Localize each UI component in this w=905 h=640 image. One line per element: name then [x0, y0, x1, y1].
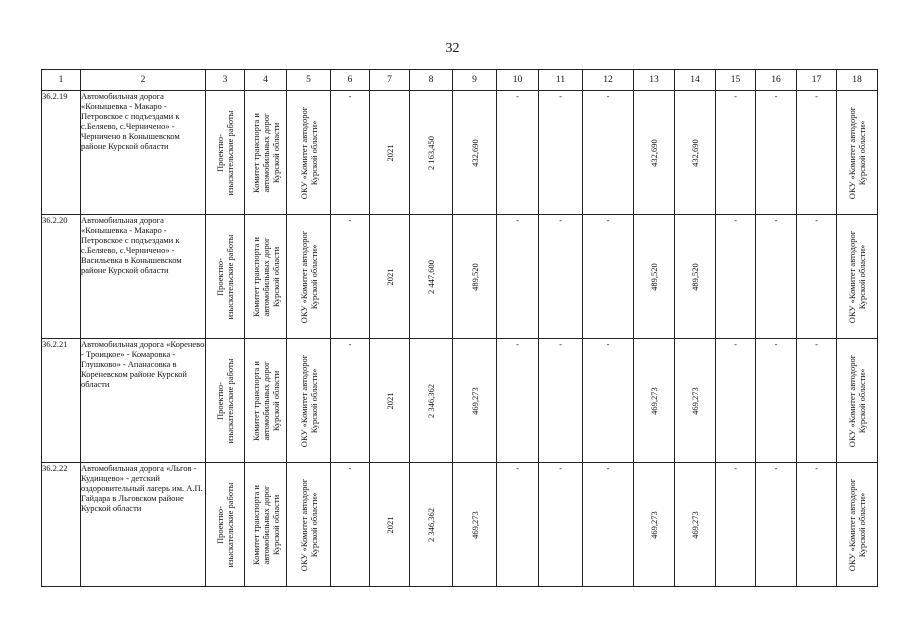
- cell-c14: [675, 91, 716, 215]
- cell-c12: -: [583, 463, 634, 587]
- cell-c17: -: [797, 215, 837, 339]
- cell-c13: [634, 215, 675, 339]
- cell-text: Проектно-изыскательские работы: [215, 110, 235, 195]
- cell-text: ОКУ «Комитет автодорог Курской области»: [847, 354, 867, 447]
- cell-c11: -: [539, 463, 583, 587]
- cell-c18: [837, 91, 878, 215]
- cell-text: 489,520: [649, 262, 659, 291]
- cell-text: 469,273: [649, 510, 659, 539]
- cell-text: Комитет транспорта и автомобильных дорог Курской области: [250, 112, 281, 193]
- cell-c10: -: [497, 339, 539, 463]
- cell-c15: -: [716, 91, 756, 215]
- cell-c11: -: [539, 91, 583, 215]
- cell-c11: -: [539, 215, 583, 339]
- cell-executor: [287, 215, 331, 339]
- cell-c12: -: [583, 339, 634, 463]
- cell-c16: -: [756, 463, 797, 587]
- cell-text: ОКУ «Комитет автодорог Курской области»: [298, 106, 319, 199]
- cell-c6: -: [331, 463, 370, 587]
- cell-c11: -: [539, 339, 583, 463]
- cell-c14: [675, 463, 716, 587]
- column-header: 8: [410, 70, 453, 91]
- cell-text: 489,520: [469, 262, 480, 291]
- cell-text: 2 447,600: [426, 259, 436, 294]
- cell-year: [370, 215, 410, 339]
- cell-text: 469,273: [469, 386, 480, 415]
- cell-id: 36.2.21: [42, 339, 81, 463]
- cell-c13: [634, 339, 675, 463]
- cell-work-type: [206, 339, 245, 463]
- cell-work-type: [206, 215, 245, 339]
- cell-c6: -: [331, 215, 370, 339]
- column-header: 9: [453, 70, 497, 91]
- cell-customer: [245, 91, 287, 215]
- cell-text: 469,273: [690, 386, 700, 415]
- cell-text: 469,273: [690, 510, 700, 539]
- cell-total: [410, 339, 453, 463]
- cell-text: Комитет транспорта и автомобильных дорог Курской области: [250, 484, 281, 565]
- cell-customer: [245, 215, 287, 339]
- cell-c15: -: [716, 215, 756, 339]
- cell-total: [410, 463, 453, 587]
- column-header: 17: [797, 70, 837, 91]
- cell-name: Автомобильная дорога «Коренево - Троицкое» - Комаровка - Глушково» - Апанасовка в Кореневском районе Курской области: [81, 339, 206, 463]
- cell-c9: [453, 215, 497, 339]
- cell-c18: [837, 339, 878, 463]
- table-row: [42, 91, 878, 215]
- column-header: 5: [287, 70, 331, 91]
- cell-text: 2 346,362: [426, 507, 436, 542]
- cell-c6: -: [331, 339, 370, 463]
- column-header: 13: [634, 70, 675, 91]
- column-header: 4: [245, 70, 287, 91]
- cell-id: 36.2.19: [42, 91, 81, 215]
- cell-c12: -: [583, 215, 634, 339]
- cell-c13: [634, 463, 675, 587]
- cell-text: ОКУ «Комитет автодорог Курской области»: [298, 478, 319, 571]
- cell-c16: -: [756, 215, 797, 339]
- cell-c16: -: [756, 91, 797, 215]
- cell-text: 2021: [384, 144, 395, 161]
- cell-text: 2021: [384, 392, 395, 409]
- cell-name: Автомобильная дорога «Льгов - Кудинцево» - детский оздоровительный лагерь им. А.П. Гайдара в Льговском районе Курской области: [81, 463, 206, 587]
- cell-c10: -: [497, 215, 539, 339]
- column-header: 15: [716, 70, 756, 91]
- column-header: 11: [539, 70, 583, 91]
- cell-c9: [453, 91, 497, 215]
- cell-text: 489,520: [690, 262, 700, 291]
- cell-text: Комитет транспорта и автомобильных дорог Курской области: [250, 360, 281, 441]
- cell-text: 2021: [384, 268, 395, 285]
- cell-total: [410, 215, 453, 339]
- cell-customer: [245, 463, 287, 587]
- cell-year: [370, 463, 410, 587]
- cell-year: [370, 91, 410, 215]
- cell-c17: -: [797, 339, 837, 463]
- table-row: [42, 215, 878, 339]
- column-header: 10: [497, 70, 539, 91]
- table-row: [42, 339, 878, 463]
- cell-name: Автомобильная дорога «Конышевка - Макаро - Петровское с подъездами к с.Беляево, с.Черничено» - Черничено в Конышевском районе Курской области: [81, 91, 206, 215]
- cell-executor: [287, 463, 331, 587]
- cell-text: 432,690: [469, 138, 480, 167]
- cell-c15: -: [716, 463, 756, 587]
- cell-text: 2 163,450: [426, 135, 436, 170]
- cell-executor: [287, 91, 331, 215]
- column-header: 12: [583, 70, 634, 91]
- cell-year: [370, 339, 410, 463]
- cell-c9: [453, 339, 497, 463]
- cell-text: Проектно-изыскательские работы: [215, 358, 235, 443]
- cell-text: Комитет транспорта и автомобильных дорог Курской области: [250, 236, 281, 317]
- cell-customer: [245, 339, 287, 463]
- cell-id: 36.2.20: [42, 215, 81, 339]
- page-number: 32: [445, 41, 460, 56]
- cell-text: Проектно-изыскательские работы: [215, 482, 235, 567]
- cell-c9: [453, 463, 497, 587]
- column-header: 18: [837, 70, 878, 91]
- cell-text: 2021: [384, 516, 395, 533]
- cell-work-type: [206, 463, 245, 587]
- cell-name: Автомобильная дорога «Конышевка - Макаро - Петровское с подъездами к с.Беляево, с.Черничено» - Васильевка в Конышевском районе Курской области: [81, 215, 206, 339]
- cell-c17: -: [797, 91, 837, 215]
- cell-c6: -: [331, 91, 370, 215]
- table-row: [42, 463, 878, 587]
- column-header: 14: [675, 70, 716, 91]
- cell-text: 432,690: [649, 138, 659, 167]
- cell-c10: -: [497, 91, 539, 215]
- cell-text: ОКУ «Комитет автодорог Курской области»: [298, 354, 319, 447]
- column-header: 7: [370, 70, 410, 91]
- cell-text: 432,690: [690, 138, 700, 167]
- cell-c12: -: [583, 91, 634, 215]
- cell-c16: -: [756, 339, 797, 463]
- cell-c14: [675, 339, 716, 463]
- cell-total: [410, 91, 453, 215]
- data-table: [41, 69, 878, 587]
- cell-c13: [634, 91, 675, 215]
- cell-c14: [675, 215, 716, 339]
- cell-c15: -: [716, 339, 756, 463]
- column-header: 16: [756, 70, 797, 91]
- cell-work-type: [206, 91, 245, 215]
- cell-text: ОКУ «Комитет автодорог Курской области»: [847, 106, 867, 199]
- cell-text: Проектно-изыскательские работы: [215, 234, 235, 319]
- cell-text: ОКУ «Комитет автодорог Курской области»: [298, 230, 319, 323]
- cell-executor: [287, 339, 331, 463]
- column-header: 1: [42, 70, 81, 91]
- column-header: 2: [81, 70, 206, 91]
- cell-text: ОКУ «Комитет автодорог Курской области»: [847, 478, 867, 571]
- cell-text: 469,273: [469, 510, 480, 539]
- cell-c17: -: [797, 463, 837, 587]
- cell-text: 2 346,362: [426, 383, 436, 418]
- cell-c18: [837, 215, 878, 339]
- column-header: 6: [331, 70, 370, 91]
- cell-text: 469,273: [649, 386, 659, 415]
- cell-c18: [837, 463, 878, 587]
- cell-text: ОКУ «Комитет автодорог Курской области»: [847, 230, 867, 323]
- column-header: 3: [206, 70, 245, 91]
- cell-c10: -: [497, 463, 539, 587]
- cell-id: 36.2.22: [42, 463, 81, 587]
- header-row: [42, 70, 878, 91]
